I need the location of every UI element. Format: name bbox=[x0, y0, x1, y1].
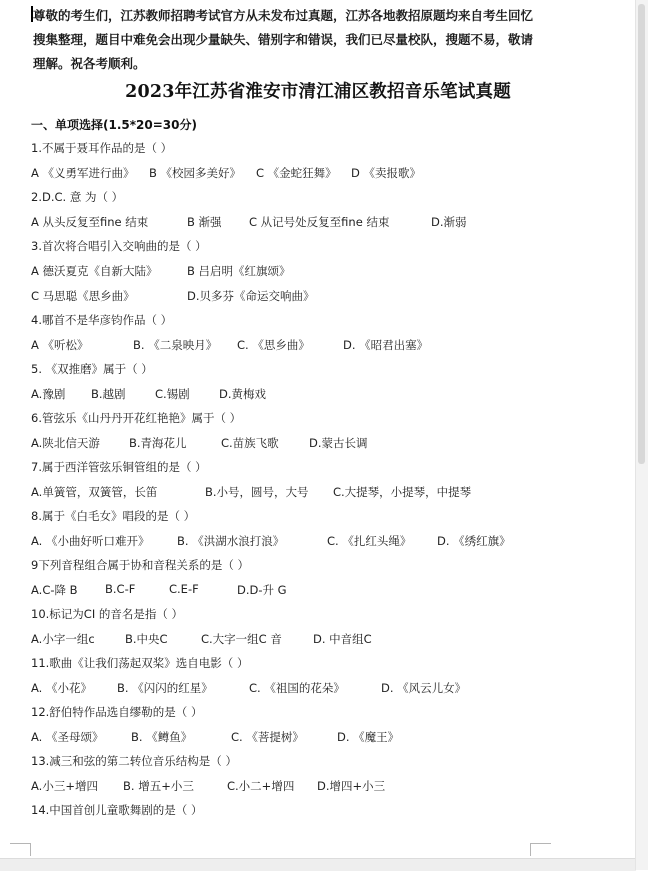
options-13 bbox=[31, 778, 591, 794]
option-b: B. 增五+小三 bbox=[123, 779, 194, 793]
option-d: D. 《绣红旗》 bbox=[437, 534, 511, 548]
question-11: 11.歌曲《让我们荡起双桨》选自电影（ ） bbox=[31, 656, 249, 670]
option-a: A.小三+增四 bbox=[31, 779, 98, 793]
question-5: 5. 《双推磨》属于（ ） bbox=[31, 362, 153, 376]
option-a: A. 《小曲好听口难开》 bbox=[31, 534, 150, 548]
option-d: D. 《昭君出塞》 bbox=[343, 338, 429, 352]
option-c: C.苗族飞歌 bbox=[221, 436, 279, 450]
option-a: A.豫剧 bbox=[31, 387, 66, 401]
option-a: A 德沃夏克《自新大陆》 bbox=[31, 264, 158, 278]
option-b: B 渐强 bbox=[187, 215, 222, 229]
options-9 bbox=[31, 582, 591, 598]
question-9: 9下列音程组合属于协和音程关系的是（ ） bbox=[31, 558, 249, 572]
option-d: D.蒙古长调 bbox=[309, 436, 368, 450]
option-b: B.越剧 bbox=[91, 387, 126, 401]
option-b: B.小号，圆号，大号 bbox=[205, 485, 309, 499]
options-3a bbox=[31, 263, 591, 279]
options-11 bbox=[31, 680, 591, 696]
options-1 bbox=[31, 165, 591, 181]
options-7 bbox=[31, 484, 591, 500]
option-a: A. 《圣母颂》 bbox=[31, 730, 104, 744]
options-5 bbox=[31, 386, 591, 402]
option-d: D.渐弱 bbox=[431, 215, 467, 229]
section-heading: 一、单项选择(1.5*20=30分) bbox=[31, 118, 197, 132]
page-corner-mark bbox=[530, 843, 551, 856]
options-4 bbox=[31, 337, 591, 353]
option-d: D. 《魔王》 bbox=[337, 730, 400, 744]
option-d: D.增四+小三 bbox=[317, 779, 386, 793]
options-3b bbox=[31, 288, 591, 304]
option-b: B. 《二泉映月》 bbox=[133, 338, 218, 352]
options-12 bbox=[31, 729, 591, 745]
option-b: B. 《闪闪的红星》 bbox=[117, 681, 213, 695]
intro-notice: 尊敬的考生们，江苏教师招聘考试官方从未发布过真题，江苏各地教招原题均来自考生回忆搜集整理，题目中难免会出现少量缺失、错别字和错误，我们已尽量校队，搜题不易，敬请理解。祝各考顺利。 bbox=[33, 8, 534, 71]
option-c: C.小二+增四 bbox=[227, 779, 295, 793]
page-gap bbox=[0, 858, 636, 871]
option-c: C.锡剧 bbox=[155, 387, 190, 401]
option-a: A 《义勇军进行曲》 bbox=[31, 166, 135, 180]
question-3: 3.首次将合唱引入交响曲的是（ ） bbox=[31, 239, 207, 253]
option-d: D. 《风云儿女》 bbox=[381, 681, 467, 695]
option-c: C. 《祖国的花朵》 bbox=[249, 681, 345, 695]
option-a: A.C-降 B bbox=[31, 583, 78, 597]
option-c: C 《金蛇狂舞》 bbox=[256, 166, 337, 180]
option-a: A 从头反复至fine 结束 bbox=[31, 215, 149, 229]
option-c: C. 《思乡曲》 bbox=[237, 338, 310, 352]
option-b: B 《校园多美好》 bbox=[149, 166, 242, 180]
option-d: D. 中音组C bbox=[313, 632, 372, 646]
question-13: 13.减三和弦的第二转位音乐结构是（ ） bbox=[31, 754, 237, 768]
scrollbar-thumb[interactable] bbox=[638, 4, 645, 464]
question-7: 7.属于西洋管弦乐铜管组的是（ ） bbox=[31, 460, 207, 474]
options-10 bbox=[31, 631, 591, 647]
option-a: A. 《小花》 bbox=[31, 681, 92, 695]
option-b: B.中央C bbox=[125, 632, 168, 646]
options-6 bbox=[31, 435, 591, 451]
option-a: A 《听松》 bbox=[31, 338, 89, 352]
option-c: C.大字一组C 音 bbox=[201, 632, 282, 646]
option-a: A.小字一组c bbox=[31, 632, 95, 646]
question-4: 4.哪首不是华彦钧作品（ ） bbox=[31, 313, 173, 327]
question-14: 14.中国首创儿童歌舞剧的是（ ） bbox=[31, 803, 203, 817]
option-a: A.陕北信天游 bbox=[31, 436, 100, 450]
option-c: C. 《扎红头绳》 bbox=[327, 534, 412, 548]
option-c: C.大提琴，小提琴，中提琴 bbox=[333, 485, 472, 499]
option-d: D.黄梅戏 bbox=[219, 387, 267, 401]
question-1: 1.不属于聂耳作品的是（ ） bbox=[31, 141, 173, 155]
option-c: C. 《菩提树》 bbox=[231, 730, 304, 744]
option-b: B.C-F bbox=[105, 582, 136, 596]
option-d: D.贝多芬《命运交响曲》 bbox=[187, 289, 315, 303]
question-2: 2.D.C. 意 为（ ） bbox=[31, 190, 124, 204]
option-c: C 马思聪《思乡曲》 bbox=[31, 289, 135, 303]
options-2 bbox=[31, 214, 591, 230]
question-8: 8.属于《白毛女》唱段的是（ ） bbox=[31, 509, 196, 523]
option-a: A.单簧管，双簧管，长笛 bbox=[31, 485, 158, 499]
page-corner-mark bbox=[10, 843, 31, 856]
option-b: B 吕启明《红旗颂》 bbox=[187, 264, 291, 278]
option-b: B.青海花儿 bbox=[129, 436, 187, 450]
options-8 bbox=[31, 533, 591, 549]
vertical-scrollbar[interactable] bbox=[635, 0, 648, 870]
question-6: 6.管弦乐《山丹丹开花红艳艳》属于（ ） bbox=[31, 411, 242, 425]
question-12: 12.舒伯特作品选自缪勒的是（ ） bbox=[31, 705, 203, 719]
question-10: 10.标记为CI 的音名是指（ ） bbox=[31, 607, 184, 621]
page-title: 2023年江苏省淮安市清江浦区教招音乐笔试真题 bbox=[125, 82, 511, 102]
option-c: C 从记号处反复至fine 结束 bbox=[249, 215, 390, 229]
option-d: D 《卖报歌》 bbox=[351, 166, 422, 180]
option-d: D.D-升 G bbox=[237, 583, 287, 597]
option-c: C.E-F bbox=[169, 582, 199, 596]
option-b: B. 《洪湖水浪打浪》 bbox=[177, 534, 285, 548]
option-b: B. 《鳟鱼》 bbox=[131, 730, 193, 744]
